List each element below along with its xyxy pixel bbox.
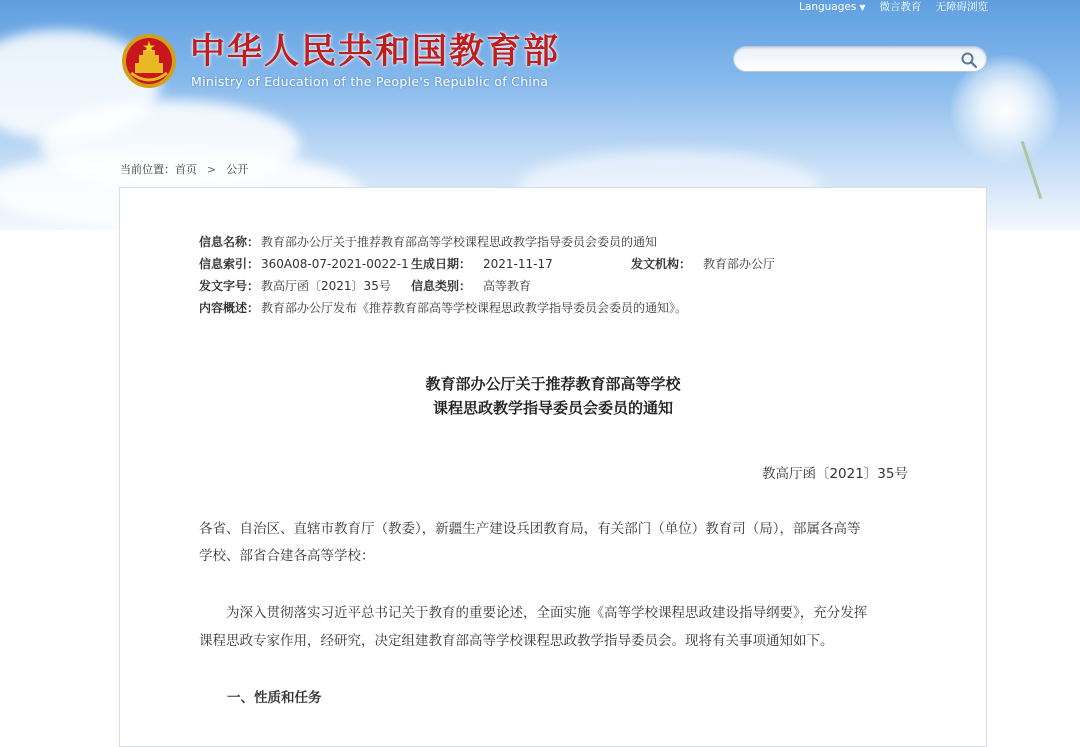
top-links (799, 0, 988, 14)
meta-date-label: 生成日期： (411, 257, 472, 271)
national-emblem-icon (121, 33, 177, 89)
languages-link[interactable] (799, 0, 865, 14)
meta-issuer-label: 发文机构： (631, 257, 692, 271)
meta-name-value: 教育部办公厅关于推荐教育部高等学校课程思政教学指导委员会委员的通知 (261, 235, 658, 249)
chevron-down-icon: ▼ (859, 3, 866, 12)
meta-docno-value: 教高厅函〔2021〕35号 (261, 279, 391, 293)
meta-name-label: 信息名称： (199, 235, 260, 249)
meta-row-name (199, 234, 657, 251)
body-line-2: 课程思政专家作用，经研究，决定组建教育部高等学校课程思政教学指导委员会。现将有关事项通知如下。 (199, 633, 834, 649)
weiyan-link[interactable]: 微言教育 (879, 1, 922, 13)
meta-index-label: 信息索引： (199, 257, 260, 271)
meta-summary-label: 内容概述： (199, 301, 260, 315)
meta-row-docno (199, 278, 799, 295)
breadcrumb-separator: > (207, 163, 217, 176)
languages-label: Languages (799, 1, 857, 13)
meta-docno-label: 发文字号： (199, 279, 260, 293)
breadcrumb-home[interactable]: 首页 (175, 163, 197, 176)
body-line-1: 为深入贯彻落实习近平总书记关于教育的重要论述，全面实施《高等学校课程思政建设指导纲要》，充分发挥 (226, 605, 868, 621)
breadcrumb-current[interactable]: 公开 (226, 163, 249, 176)
recipients-line-2: 学校、部省合建各高等学校： (199, 548, 375, 564)
meta-issuer-value: 教育部办公厅 (703, 257, 776, 271)
site-title[interactable]: 中华人民共和国教育部 (190, 32, 561, 72)
meta-date-value: 2021-11-17 (483, 257, 553, 271)
document-title-line-1: 教育部办公厅关于推荐教育部高等学校 (425, 375, 681, 393)
accessibility-link[interactable]: 无障碍浏览 (935, 1, 988, 13)
meta-category-label: 信息类别： (411, 279, 472, 293)
search-input[interactable] (746, 51, 960, 69)
meta-row-summary (199, 300, 687, 317)
meta-category-value: 高等教育 (483, 279, 532, 293)
search-icon[interactable] (960, 51, 978, 69)
breadcrumb (120, 161, 248, 177)
meta-row-index (199, 256, 799, 273)
meta-index-value: 360A08-07-2021-0022-1 (261, 257, 409, 271)
recipients-line-1: 各省、自治区、直辖市教育厅（教委），新疆生产建设兵团教育局，有关部门（单位）教育司（局），部属各高等 (199, 521, 861, 537)
meta-summary-value: 教育部办公厅发布《推荐教育部高等学校课程思政教学指导委员会委员的通知》。 (261, 301, 688, 315)
search-box (733, 46, 987, 72)
document-number: 教高厅函〔2021〕35号 (761, 466, 908, 482)
document-title-line-2: 课程思政教学指导委员会委员的通知 (432, 399, 673, 417)
breadcrumb-prefix: 当前位置： (120, 163, 175, 176)
site-subtitle: Ministry of Education of the People's Republic of China (191, 74, 549, 89)
section-heading: 一、性质和任务 (227, 690, 322, 706)
